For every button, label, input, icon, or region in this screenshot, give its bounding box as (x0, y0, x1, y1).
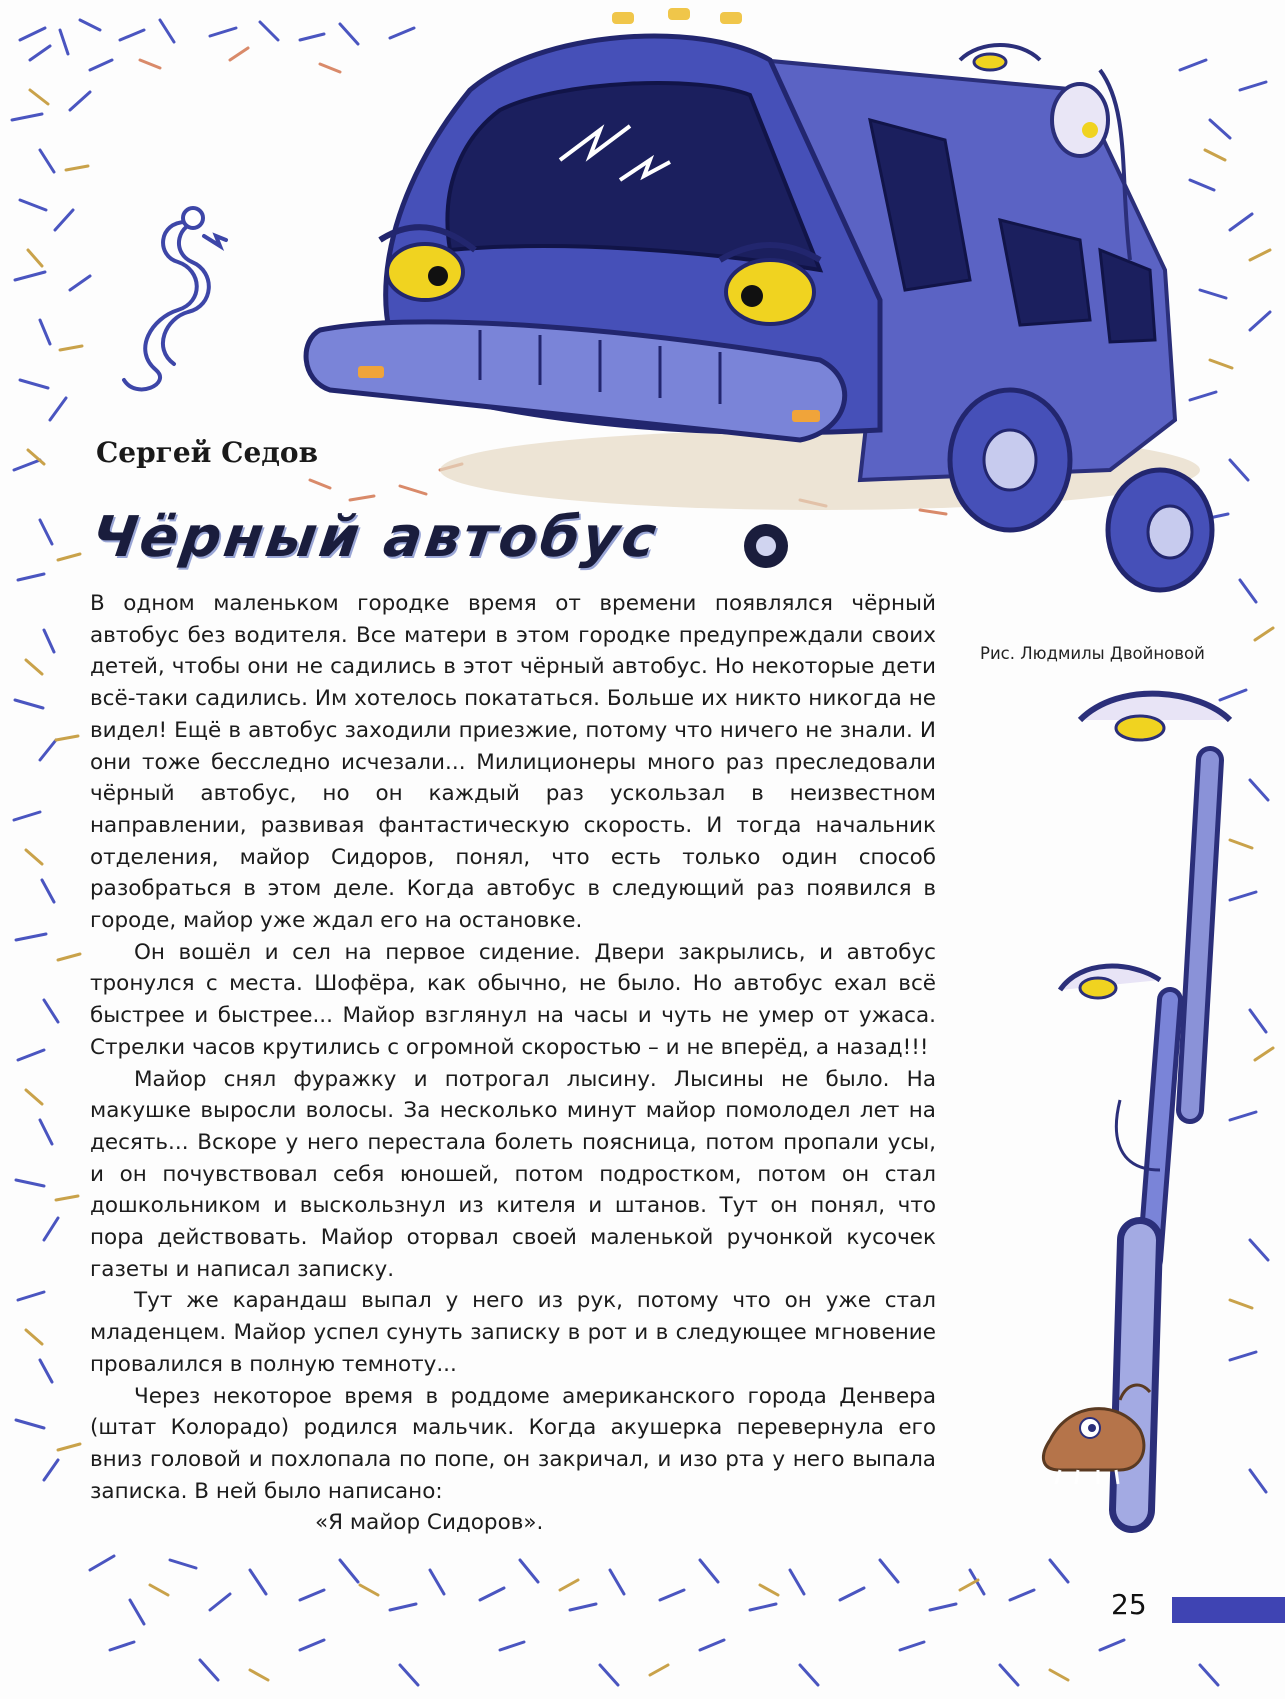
story-text (90, 588, 936, 1539)
page-number: 25 (1111, 1588, 1147, 1621)
snake-doodle (124, 208, 226, 389)
paragraph: Через некоторое время в роддоме американского города Денвера (штат Колорадо) родился мальчик. Когда акушерка перевернула его вниз головой и похлопала по попе, он закричал, и изо рта у него выпала записка. В ней было написано: (90, 1383, 936, 1504)
paragraph: Он вошёл и сел на первое сидение. Двери закрылись, и автобус тронулся с места. Шофёра, как обычно, не было. Но автобус ехал всё быстрее и быстрее... Майор взглянул на часы и чуть не умер от ужаса. Стрелки часов крутились с огромной скоростью – и не вперёд, а назад!!! (90, 939, 936, 1060)
paragraph: Майор снял фуражку и потрогал лысину. Лысины не было. На макушке выросли волосы. За несколько минут майор помолодел лет на десять... Вскоре у него перестала болеть поясница, потом пропали усы, и он почувствовал себя юношей, потом подростком, потом он стал дошкольником и выскользнул из кителя и штанов. Тут он понял, что пора действовать. Майор оторвал своей маленькой ручонкой кусочек газеты и написал записку. (90, 1066, 936, 1282)
wheel-glyph (744, 524, 788, 568)
author-name: Сергей Седов (96, 436, 319, 469)
black-bus-illustration (306, 8, 1212, 590)
illustration-credit: Рис. Людмилы Двойновой (980, 644, 1205, 663)
page-number-bar (1172, 1597, 1285, 1623)
paragraph: Тут же карандаш выпал у него из рук, потому что он уже стал младенцем. Майор успел сунуть записку в рот и в следующее мгновение провалился в полную темноту... (90, 1288, 936, 1377)
closing-quote: «Я майор Сидоров». (315, 1510, 544, 1536)
paragraph: В одном маленьком городке время от времени появлялся чёрный автобус без водителя. Все матери в этом городке предупреждали своих детей, чтобы они не садились в этот чёрный автобус. Но некоторые дети всё-таки садились. Им хотелось покататься. Больше их никто никогда не видел! Ещё в автобус заходили приезжие, потому что ничего не знали. И они тоже бесследно исчезали... Милиционеры много раз преследовали чёрный автобус, но он каждый раз ускользал в неизвестном направлении, развивая фантастическую скорость. И тогда начальник отделения, майор Сидоров, понял, что есть только один способ разобраться в этом деле. Когда автобус в следующий раз появился в городе, майор уже ждал его на остановке. (90, 591, 936, 934)
story-title: Чёрный автобус (87, 505, 663, 570)
